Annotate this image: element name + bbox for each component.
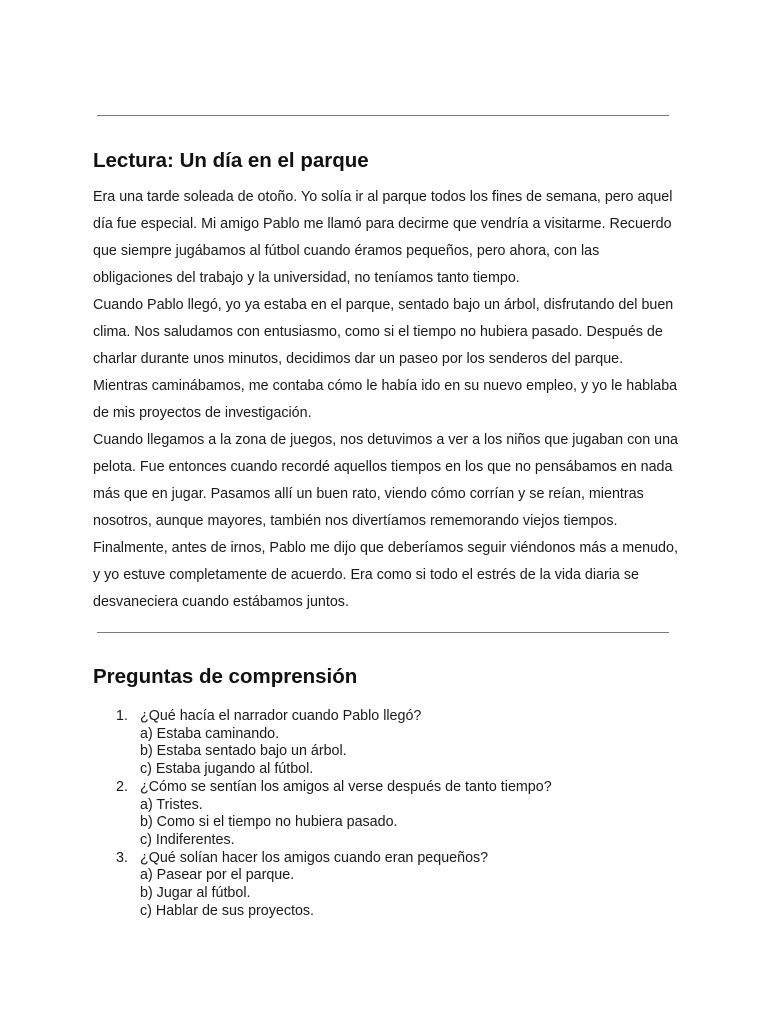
question-item — [93, 708, 673, 779]
reading-body — [93, 184, 679, 616]
reading-paragraph — [93, 535, 679, 616]
questions-title: Preguntas de comprensión — [93, 665, 358, 688]
reading-paragraph — [93, 292, 679, 427]
reading-title: Lectura: Un día en el parque — [93, 149, 369, 172]
reading-line: día fue especial. Mi amigo Pablo me llamó para decirme que vendría a visitarme. Recuerdo — [93, 216, 672, 232]
reading-line: y yo estuve completamente de acuerdo. Era como si todo el estrés de la vida diaria se — [93, 567, 639, 583]
reading-line: que siempre jugábamos al fútbol cuando éramos pequeños, pero ahora, con las — [93, 243, 600, 259]
answer-option: a) Estaba caminando. — [140, 725, 280, 742]
question-text: ¿Qué hacía el narrador cuando Pablo llegó? — [140, 708, 422, 724]
reading-line: obligaciones del trabajo y la universidad, no teníamos tanto tiempo. — [93, 270, 520, 286]
question-list — [93, 708, 673, 920]
question-text: ¿Cómo se sentían los amigos al verse después de tanto tiempo? — [140, 778, 552, 795]
answer-option: b) Estaba sentado bajo un árbol. — [140, 743, 347, 760]
reading-line: más que en jugar. Pasamos allí un buen rato, viendo cómo corrían y se reían, mientras — [93, 486, 644, 502]
question-item — [93, 779, 673, 850]
answer-option: a) Pasear por el parque. — [140, 867, 295, 884]
reading-line: pelota. Fue entonces cuando recordé aquellos tiempos en los que no pensábamos en nada — [93, 459, 673, 475]
reading-line: desvaneciera cuando estábamos juntos. — [93, 594, 349, 610]
reading-line: Cuando llegamos a la zona de juegos, nos detuvimos a ver a los niños que jugaban con una — [93, 432, 678, 448]
answer-option: c) Hablar de sus proyectos. — [140, 902, 315, 919]
reading-paragraph — [93, 184, 679, 292]
reading-line: charlar durante unos minutos, decidimos dar un paseo por los senderos del parque. — [93, 351, 624, 367]
reading-line: nosotros, aunque mayores, también nos divertíamos rememorando viejos tiempos. — [93, 513, 618, 529]
reading-line: Cuando Pablo llegó, yo ya estaba en el parque, sentado bajo un árbol, disfrutando del buen — [93, 297, 674, 313]
reading-line: Finalmente, antes de irnos, Pablo me dijo que deberíamos seguir viéndonos más a menudo, — [93, 540, 678, 556]
top-divider — [97, 115, 669, 116]
answer-option: a) Tristes. — [140, 796, 203, 813]
reading-paragraph — [93, 427, 679, 535]
reading-line: Mientras caminábamos, me contaba cómo le había ido en su nuevo empleo, y yo le hablaba — [93, 378, 678, 394]
section-divider — [97, 632, 669, 633]
reading-line: de mis proyectos de investigación. — [93, 405, 312, 421]
reading-line: clima. Nos saludamos con entusiasmo, como si el tiempo no hubiera pasado. Después de — [93, 324, 663, 340]
question-item — [93, 850, 673, 921]
question-number: 2. — [116, 778, 128, 795]
answer-option: c) Indiferentes. — [140, 831, 235, 848]
reading-line: Era una tarde soleada de otoño. Yo solía ir al parque todos los fines de semana, pero aquel — [93, 189, 673, 205]
question-number: 3. — [116, 849, 128, 866]
answer-option: b) Como si el tiempo no hubiera pasado. — [140, 814, 398, 831]
question-number: 1. — [116, 708, 128, 724]
answer-option: c) Estaba jugando al fútbol. — [140, 761, 314, 778]
question-text: ¿Qué solían hacer los amigos cuando eran pequeños? — [140, 849, 489, 866]
answer-option: b) Jugar al fútbol. — [140, 885, 251, 902]
